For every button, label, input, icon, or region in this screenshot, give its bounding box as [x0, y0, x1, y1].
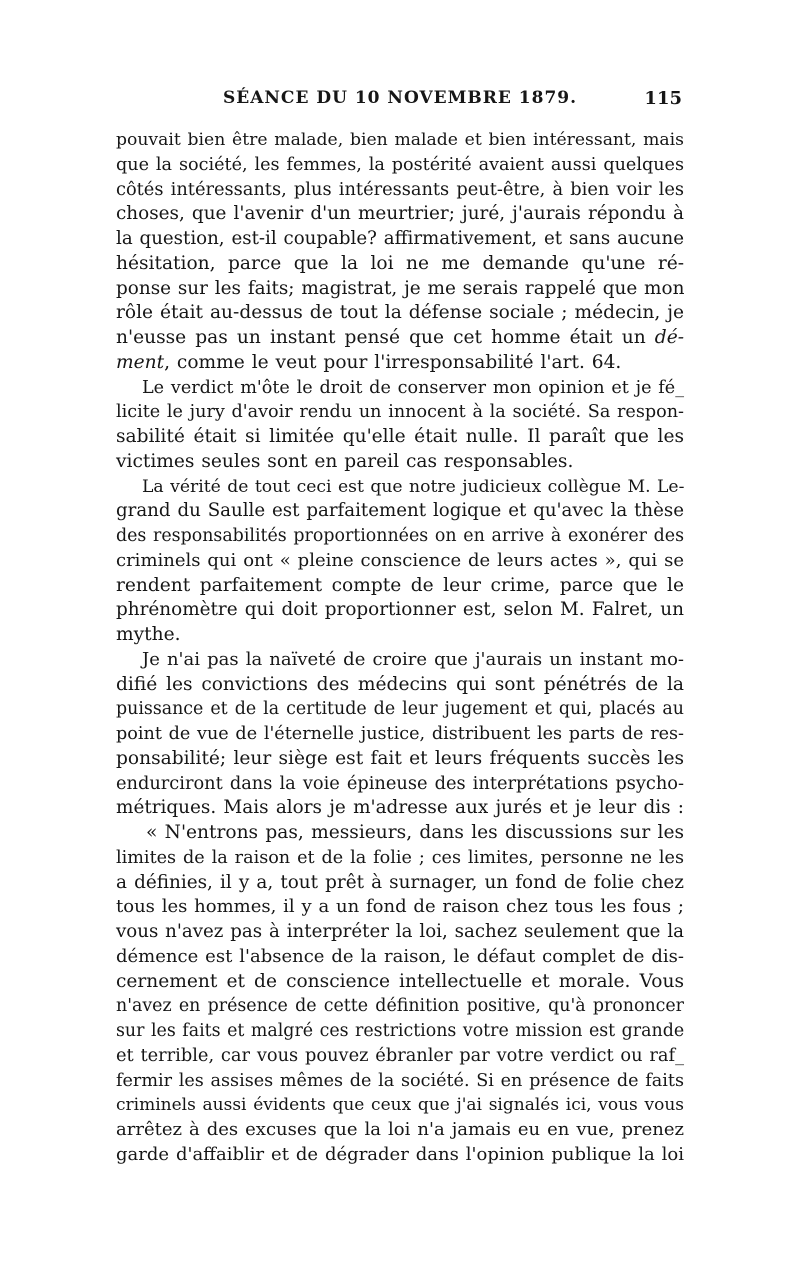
text-line: hésitation, parce que la loi ne me demande qu'une ré- — [116, 252, 684, 274]
text-line: criminels qui ont « pleine conscience de leurs actes », qui se — [116, 549, 684, 571]
text-line: vous n'avez pas à interpréter la loi, sachez seulement que la — [116, 921, 684, 942]
text-line: démence est l'absence de la raison, le défaut complet de dis- — [116, 945, 684, 967]
text-line: la question, est-il coupable? affirmativement, et sans aucune — [116, 228, 684, 249]
text-line: victimes seules sont en pareil cas responsables. — [116, 450, 574, 472]
text-line: que la société, les femmes, la postérité avaient aussi quelques — [116, 154, 684, 175]
text-line: sabilité était si limitée qu'elle était nulle. Il paraît que les — [116, 426, 684, 447]
text-line: limites de la raison et de la folie ; ces limites, personne ne les — [116, 847, 684, 868]
text-line: et terrible, car vous pouvez ébranler par votre verdict ou raf_ — [116, 1044, 684, 1066]
text-line: ponse sur les faits; magistrat, je me serais rappelé que mon — [116, 277, 685, 299]
text-line: tous les hommes, il y a un fond de raison chez tous les fous ; — [116, 896, 684, 918]
text-line: côtés intéressants, plus intéressants peut-être, à bien voir les — [116, 178, 684, 200]
text-line: sur les faits et malgré ces restrictions votre mission est grande — [116, 1021, 685, 1041]
text-line: mythe. — [116, 624, 181, 645]
text-line: ponsabilité; leur siège est fait et leurs fréquents succès les — [116, 747, 684, 769]
text-line: « N'entrons pas, messieurs, dans les discussions sur les — [146, 822, 684, 843]
text-line: puissance et de la certitude de leur jugement et qui, placés au — [116, 699, 684, 720]
text-line: fermir les assises mêmes de la société. Si en présence de faits — [116, 1070, 684, 1091]
text-line: choses, que l'avenir d'un meurtrier; juré, j'aurais répondu à — [116, 203, 684, 225]
text-line: métriques. Mais alors je m'adresse aux jurés et je leur dis : — [116, 797, 684, 819]
text-line: rôle était au-dessus de tout la défense sociale ; médecin, je — [116, 302, 684, 324]
body-text — [116, 128, 684, 1168]
text-line: ment, comme le veut pour l'irresponsabilité l'art. 64. — [116, 351, 622, 373]
text-line: Le verdict m'ôte le droit de conserver mon opinion et je fé_ — [142, 377, 684, 398]
text-line: pouvait bien être malade, bien malade et bien intéressant, mais — [116, 130, 684, 150]
text-line: arrêtez à des excuses que la loi n'a jamais eu en vue, prenez — [116, 1119, 684, 1140]
page-number: 115 — [644, 88, 682, 109]
text-line: rendent parfaitement compte de leur crime, parce que le — [116, 574, 684, 596]
running-head — [118, 88, 682, 116]
text-line: Je n'ai pas la naïveté de croire que j'aurais un instant mo- — [142, 648, 684, 670]
text-line: licite le jury d'avoir rendu un innocent à la société. Sa respon- — [116, 402, 684, 423]
text-line: endurciront dans la voie épineuse des interprétations psycho- — [116, 772, 684, 794]
text-line: phrénomètre qui doit proportionner est, selon M. Falret, un — [116, 599, 684, 621]
text-line: des responsabilités proportionnées on en arrive à exonérer des — [116, 526, 684, 546]
text-line: criminels aussi évidents que ceux que j'ai signalés ici, vous vous — [116, 1095, 684, 1116]
text-line: n'eusse pas un instant pensé que cet homme était un dé- — [116, 327, 684, 348]
text-line: n'avez en présence de cette définition positive, qu'à prononcer — [116, 996, 684, 1017]
text-line: cernement et de conscience intellectuelle et morale. Vous — [116, 970, 684, 992]
text-line: La vérité de tout ceci est que notre judicieux collègue M. Le- — [142, 476, 685, 497]
text-line: garde d'affaiblir et de dégrader dans l'opinion publique la loi — [116, 1143, 684, 1165]
text-line: point de vue de l'éternelle justice, distribuent les parts de res- — [116, 724, 684, 744]
text-line: grand du Saulle est parfaitement logique et qu'avec la thèse — [116, 500, 684, 522]
text-line: a définies, il y a, tout prêt à surnager, un fond de folie chez — [116, 871, 684, 893]
text-line: difié les convictions des médecins qui sont pénétrés de la — [116, 673, 684, 695]
running-title: SÉANCE DU 10 NOVEMBRE 1879. — [222, 88, 578, 108]
